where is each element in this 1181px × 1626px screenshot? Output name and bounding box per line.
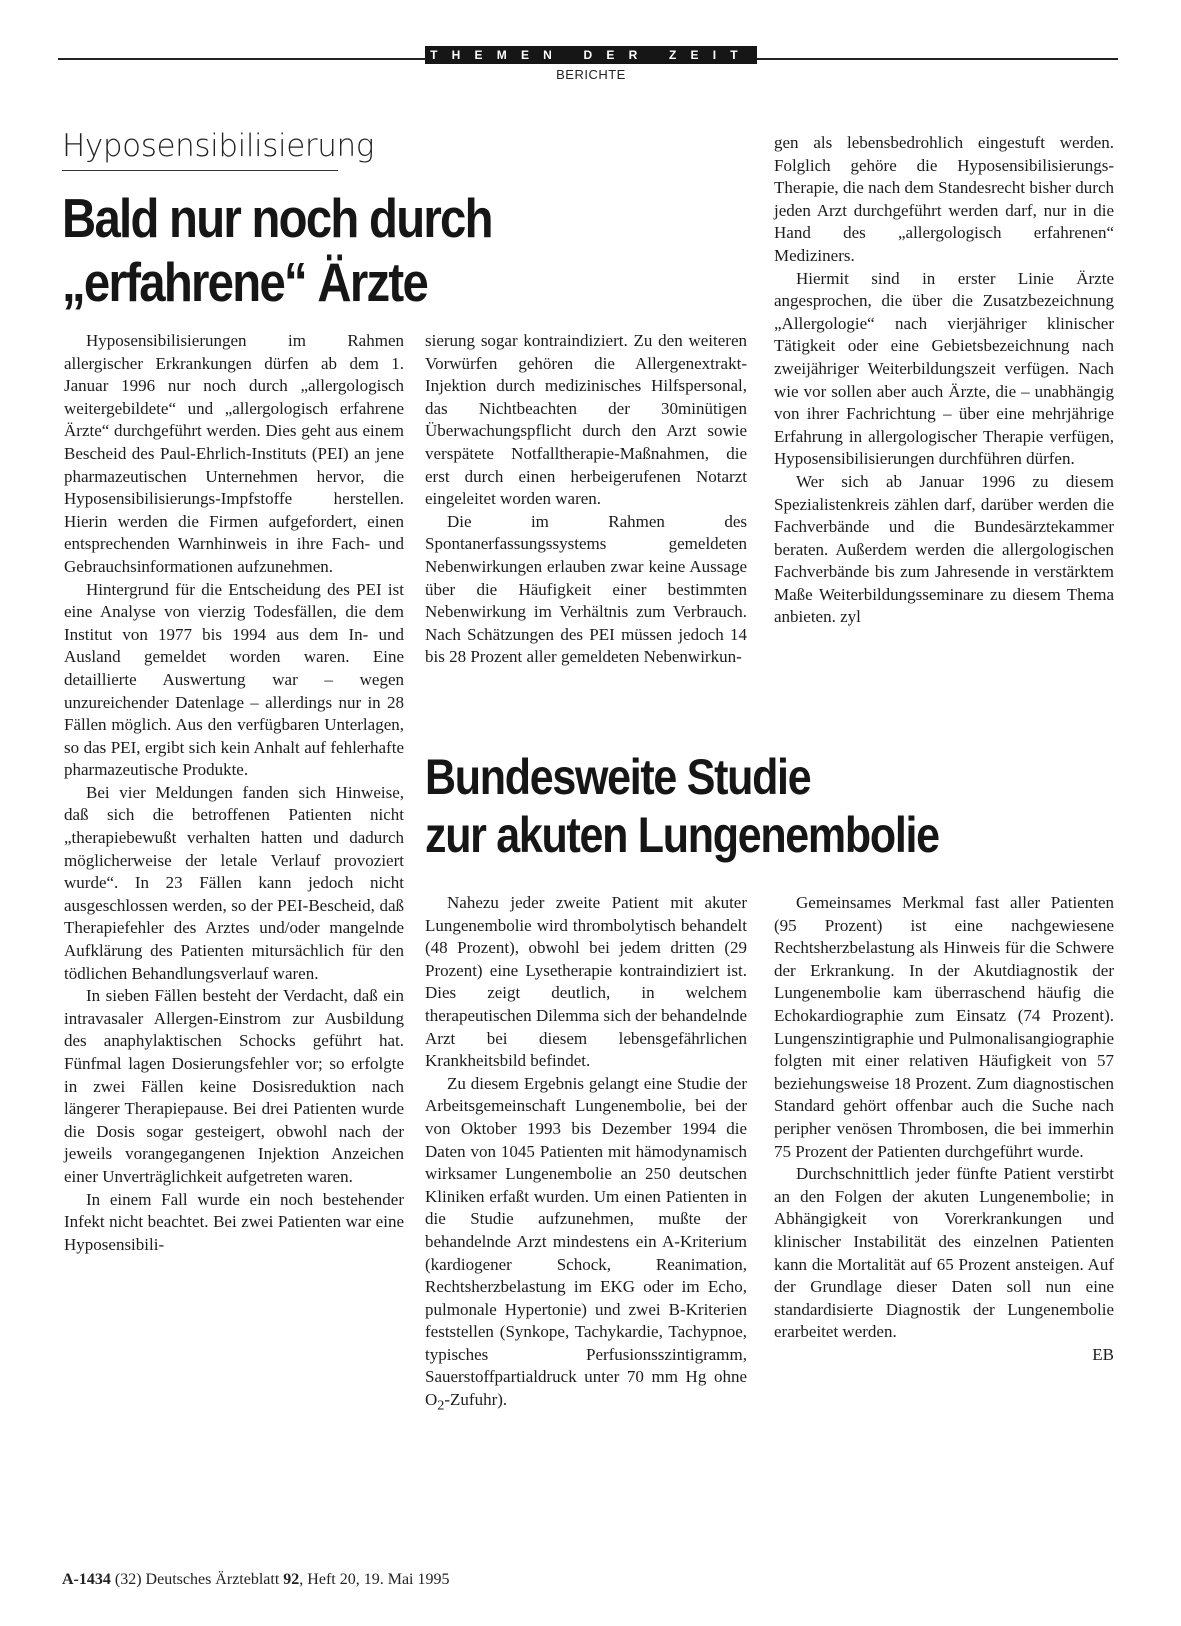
o2-subscript: 2 bbox=[437, 1397, 445, 1414]
article1-headline bbox=[62, 186, 492, 314]
kicker-underline bbox=[62, 170, 338, 171]
article2-column-2 bbox=[774, 892, 1114, 1366]
article1-column-2 bbox=[425, 330, 747, 669]
journal-volume: 92 bbox=[283, 1571, 300, 1588]
author-signature: EB bbox=[1092, 1344, 1114, 1364]
paragraph: Wer sich ab Januar 1996 zu diesem Spezialistenkreis zählen darf, darüber werden die Fachverbände und die Bundesärztekammer beraten. Außerdem werden die allergologischen Fachverbände bis zum Jahresende in verstärktem Maße Weiterbildungsseminare zu diesem Thema anbieten. zyl bbox=[774, 471, 1114, 627]
paragraph-text: Zu diesem Ergebnis gelangt eine Studie der Arbeitsgemeinschaft Lungenembolie, bei der von Oktober 1993 bis Dezember 1994 die Daten von 1045 Patienten mit hämodynamisch wirksamer Lungenembolie an 250 deutschen Kliniken erfaßt wurden. Um einen Patienten in die Studie aufzunehmen, mußte der behandelnde Arzt mindestens ein A-Kriterium (kardiogener Schock, Reanimation, Rechtsherzbelastung im EKG oder im Echo, pulmonale Hypertonie) und zwei B-Kriterien feststellen (Synkope, Tachykardie, Tachypnoe, typisches Perfusionsszintigramm, Sauerstoffpartialdruck unter 70 mm Hg ohne O bbox=[425, 1073, 747, 1410]
paragraph: Bei vier Meldungen fanden sich Hinweise, daß sich die betroffenen Patienten nicht „therapiebewußt verhalten hatten und dadurch möglicherweise der letale Verlauf provoziert wurde“. In 23 Fällen kann jedoch nicht ausgeschlossen werden, so der PEI-Bescheid, daß Therapiefehler des Arztes und/oder mangelnde Aufklärung des Patienten mitursächlich für den tödlichen Behandlungsverlauf waren. bbox=[64, 782, 404, 983]
paragraph: sierung sogar kontraindiziert. Zu den weiteren Vorwürfen gehören die Allergenextrakt-Injektion durch medizinisches Hilfspersonal, das Nichtbeachten der 30minütigen Überwachungspflicht durch den Arzt sowie verspätete Notfalltherapie-Maßnahmen, die erst durch einen herbeigerufenen Notarzt eingeleitet worden waren. bbox=[425, 331, 747, 509]
paragraph: Durchschnittlich jeder fünfte Patient verstirbt an den Folgen der akuten Lungenembolie; in Abhängigkeit von Vorerkrankungen und klinischer Instabilität des einzelnen Patienten kann die Mortalität auf 65 Prozent ansteigen. Auf der Grundlage dieser Daten soll nun eine standardisierte Diagnostik der Lungenembolie erarbeitet werden. bbox=[774, 1164, 1114, 1342]
journal-reference: (32) Deutsches Ärzteblatt bbox=[114, 1571, 280, 1588]
article1-column-3 bbox=[774, 132, 1114, 629]
article2-column-1 bbox=[425, 892, 747, 1417]
article1-headline-line2: „erfahrene“ Ärzte bbox=[62, 251, 428, 313]
page-footer bbox=[62, 1571, 449, 1589]
paragraph: Nahezu jeder zweite Patient mit akuter Lungenembolie wird thrombolytisch behandelt (48 Prozent), obwohl bei jedem dritten (29 Prozent) eine Lysetherapie kontraindiziert ist. Dies zeigt deutlich, in welchem therapeutischen Dilemma sich der behandelnde Arzt bei diesem lebensgefährlichen Krankheitsbild befindet. bbox=[425, 893, 747, 1071]
paragraph: Hiermit sind in erster Linie Ärzte angesprochen, die über die Zusatzbezeichnung „Allergologie“ nach vierjähriger klinischer Tätigkeit oder eine Gebietsbezeichnung nach zweijähriger Weiterbildungszeit verfügen. Nach wie vor sollen aber auch Ärzte, die – unabhängig von ihrer Fachrichtung – über eine mehrjährige Erfahrung in allergologischer Therapie verfügen, Hyposensibilisierungen durchführen dürfen. bbox=[774, 268, 1114, 469]
article2-headline bbox=[425, 748, 939, 864]
paragraph bbox=[425, 1073, 747, 1417]
paragraph: In einem Fall wurde ein noch bestehender Infekt nicht beachtet. Bei zwei Patienten war eine Hyposensibili- bbox=[64, 1189, 404, 1254]
paragraph: gen als lebensbedrohlich eingestuft werden. Folglich gehöre die Hyposensibilisierungs-Therapie, die nach dem Standesrecht bisher durch jeden Arzt durchgeführt werden darf, nur in die Hand des „allergologisch erfahrenen“ Mediziners. bbox=[774, 133, 1114, 265]
journal-issue: , Heft 20, 19. Mai 1995 bbox=[299, 1571, 450, 1588]
page-number: A-1434 bbox=[62, 1571, 111, 1588]
paragraph: Die im Rahmen des Spontanerfassungssystems gemeldeten Nebenwirkungen erlauben zwar keine Aussage über die Häufigkeit einer bestimmten Nebenwirkung im Verhältnis zum Verbrauch. Nach Schätzungen des PEI müssen jedoch 14 bis 28 Prozent aller gemeldeten Nebenwirkun- bbox=[425, 511, 747, 667]
article1-kicker: Hyposensibilisierung bbox=[62, 128, 374, 164]
section-band: THEMEN DER ZEIT bbox=[425, 46, 757, 64]
article1-headline-line1: Bald nur noch durch bbox=[62, 187, 492, 249]
section-subtitle: BERICHTE bbox=[556, 67, 626, 82]
paragraph: Gemeinsames Merkmal fast aller Patienten (95 Prozent) ist eine nachgewiesene Rechtsherzbelastung als Hinweis für die Schwere der Erkrankung. In der Akutdiagnostik der Lungenembolie kam überraschend häufig die Echokardiographie zum Einsatz (74 Prozent). Lungenszintigraphie und Pulmonalisangiographie folgten mit einer relativen Häufigkeit von 57 beziehungsweise 18 Prozent. Zum diagnostischen Standard gehört offenbar auch die Suche nach peripher venösen Thrombosen, die bei immerhin 75 Prozent der Patienten durchgeführt wurde. bbox=[774, 893, 1114, 1161]
paragraph: In sieben Fällen besteht der Verdacht, daß ein intravasaler Allergen-Einstrom zur Ausbildung des anaphylaktischen Schocks geführt hat. Fünfmal lagen Dosierungsfehler vor; so erfolgte in zwei Fällen keine Dosisreduktion nach längerer Therapiepause. Bei drei Patienten wurde die Dosis sogar gesteigert, obwohl nach der jeweils vorangegangenen Injektion Anzeichen einer Unverträglichkeit aufgetreten waren. bbox=[64, 986, 404, 1186]
paragraph: Hintergrund für die Entscheidung des PEI ist eine Analyse von vierzig Todesfällen, die dem Institut von 1977 bis 1994 aus dem In- und Ausland gemeldet worden waren. Eine detaillierte Auswertung war – wegen unzureichender Datenlage – allerdings nur in 28 Fällen möglich. Aus den verfügbaren Unterlagen, so das PEI, ergibt sich kein Anhalt auf fehlerhafte pharmazeutische Produkte. bbox=[64, 579, 404, 780]
paragraph-tail: -Zufuhr). bbox=[444, 1390, 508, 1410]
article2-headline-line1: Bundesweite Studie bbox=[425, 749, 811, 805]
article2-headline-line2: zur akuten Lungenembolie bbox=[425, 807, 939, 863]
article1-column-1 bbox=[64, 330, 404, 1256]
paragraph: Hyposensibilisierungen im Rahmen allergischer Erkrankungen dürfen ab dem 1. Januar 1996 nur noch durch „allergologisch weitergebildete“ und „allergologisch erfahrene Ärzte“ durchgeführt werden. Dies geht aus einem Bescheid des Paul-Ehrlich-Instituts (PEI) an jene pharmazeutischen Unternehmen hervor, die Hyposensibilisierungs-Impfstoffe herstellen. Hierin werden die Firmen aufgefordert, einen entsprechenden Warnhinweis in ihre Fach- und Gebrauchsinformationen aufzunehmen. bbox=[64, 331, 404, 576]
